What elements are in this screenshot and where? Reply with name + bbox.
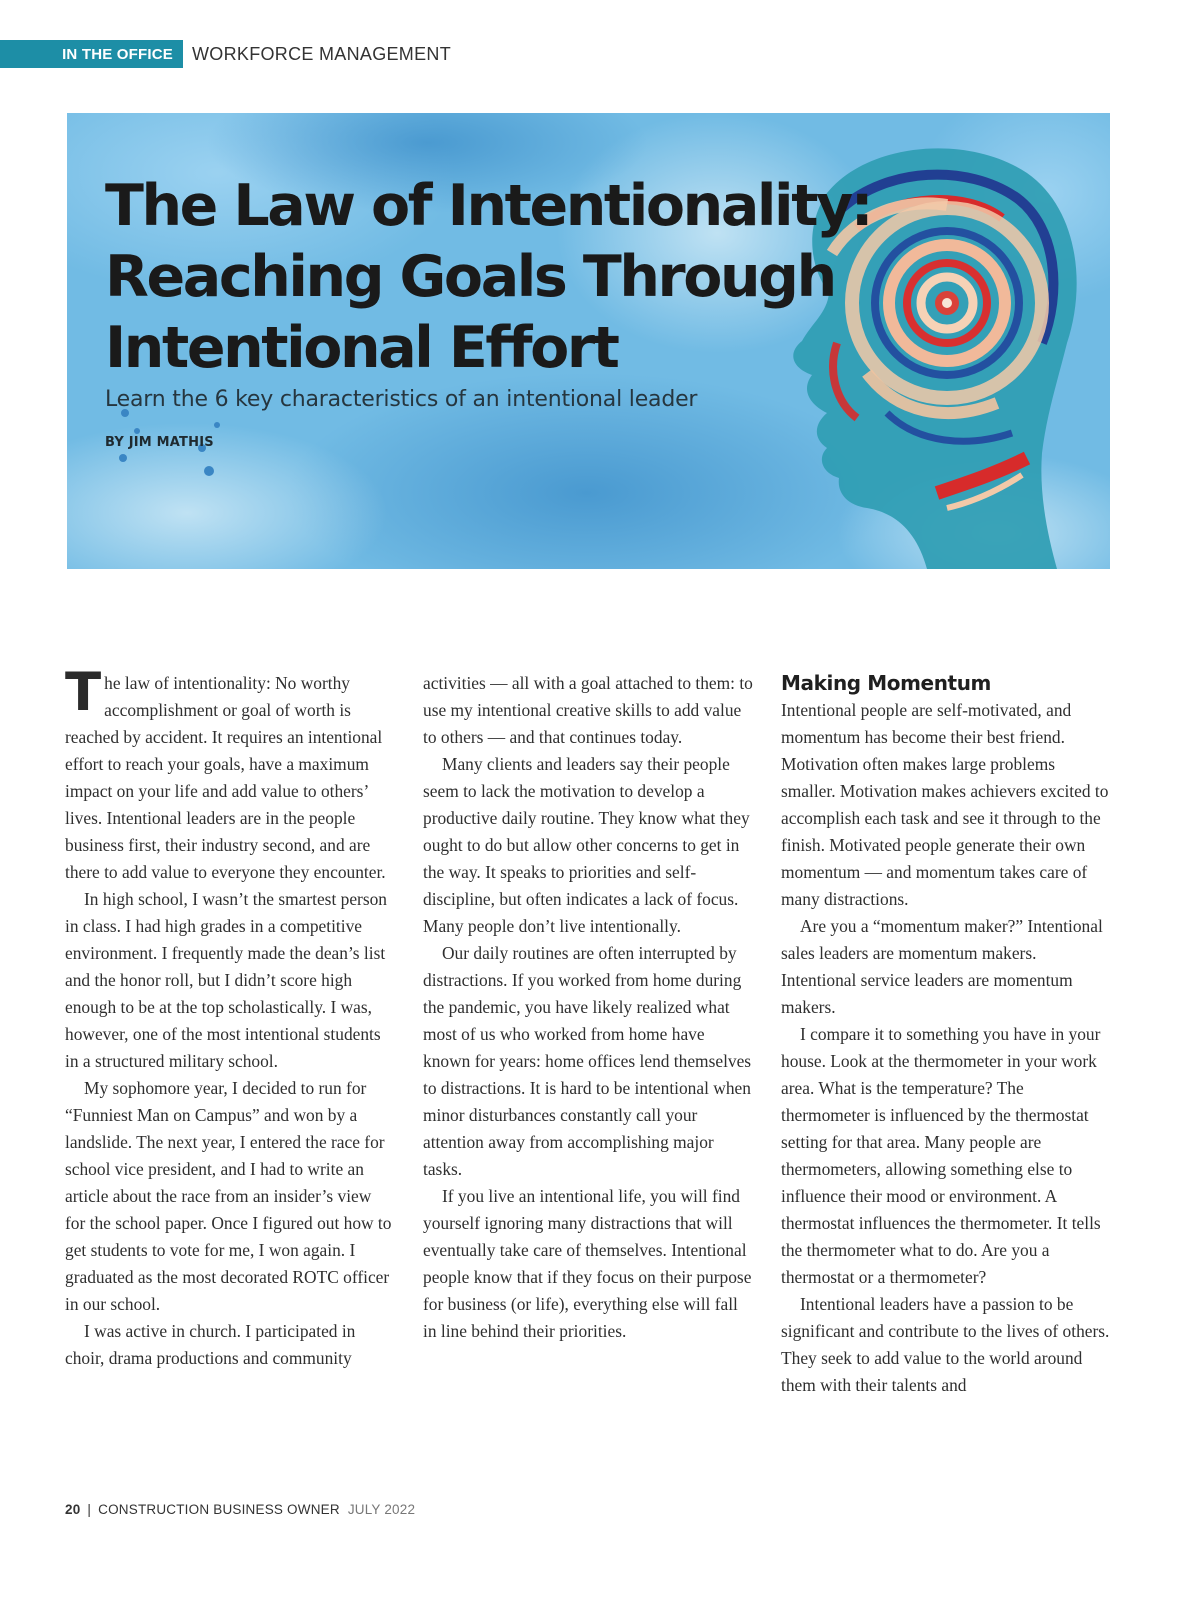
title-line-2: Reaching Goals Through [105,244,835,310]
body-column-2 [423,670,755,1345]
section-heading: Making Momentum [781,671,991,695]
paragraph: I was active in church. I participated in choir, drama productions and community [65,1321,356,1368]
paragraph: Intentional leaders have a passion to be significant and contribute to the lives of others. They seek to add value to the world around them with their talents and [781,1294,1110,1395]
paragraph: In high school, I wasn’t the smartest person in class. I had high grades in a competitive environment. I frequently made the dean’s list and the honor roll, but I didn’t score high enough to be at the top scholastically. I was, however, one of the most intentional students in a structured military school. [65,889,387,1071]
paragraph: I compare it to something you have in your house. Look at the thermometer in your work area. What is the temperature? The thermometer is influenced by the thermostat setting for that area. Many people are thermometers, allowing something else to influence their mood or environment. A thermostat influences the thermometer. It tells the thermometer what to do. Are you a thermostat or a thermometer? [781,1024,1101,1287]
body-column-1 [65,662,393,1372]
paragraph: My sophomore year, I decided to run for “Funniest Man on Campus” and won by a landslide. The next year, I entered the race for school vice president, and I had to write an article about the race from an insider’s view for the school paper. Once I figured out how to get students to vote for me, I won again. I graduated as the most decorated ROTC officer in our school. [65,1078,392,1314]
hero-banner [67,113,1110,569]
article-title [105,171,871,384]
body-column-3 [781,670,1113,1399]
title-line-1: The Law of Intentionality: [105,173,872,239]
paragraph: activities — all with a goal attached to them: to use my intentional creative skills to add value to others — and that continues today. [423,673,753,747]
paragraph: If you live an intentional life, you will find yourself ignoring many distractions that will eventually take care of themselves. Intentional people know that if they focus on their purpose for business (or life), everything else will fall in line behind their priorities. [423,1186,752,1341]
section-subsection: WORKFORCE MANAGEMENT [192,44,452,64]
byline: BY JIM MATHIS [105,435,214,450]
publication-name: CONSTRUCTION BUSINESS OWNER [98,1502,340,1517]
article-subtitle: Learn the 6 key characteristics of an intentional leader [105,387,698,412]
title-line-3: Intentional Effort [105,315,618,381]
paragraph: Our daily routines are often interrupted by distractions. If you worked from home during the pandemic, you have likely realized what most of us who worked from home have known for years: home offices lend themselves to distractions. It is hard to be intentional when minor disturbances constantly call your attention away from accomplishing major tasks. [423,943,752,1179]
page-number: 20 [65,1502,81,1517]
paragraph-text: he law of intentionality: No worthy accomplishment or goal of worth is reached by accident. It requires an intentional effort to reach your goals, have a maximum impact on your life and add value to others’ lives. Intentional leaders are in the people business first, their industry second, and are there to add value to everyone they encounter. [65,673,386,882]
page-footer [65,1502,415,1517]
paragraph: Many clients and leaders say their people seem to lack the motivation to develop a productive daily routine. They know what they ought to do but allow other concerns to get in the way. It speaks to priorities and self-discipline, but often indicates a lack of focus. Many people don’t live intentionally. [423,754,750,936]
paragraph: Intentional people are self-motivated, and momentum has become their best friend. Motivation often makes large problems smaller. Motivation makes achievers excited to accomplish each task and see it through to the finish. Motivated people generate their own momentum — and momentum takes care of many distractions. [781,700,1109,909]
section-tag-label: IN THE OFFICE [62,45,173,63]
paragraph: Are you a “momentum maker?” Intentional sales leaders are momentum makers. Intentional service leaders are momentum makers. [781,916,1103,1017]
paragraph [65,662,393,886]
drop-cap: T [65,662,102,723]
footer-separator: | [87,1502,92,1517]
section-tag [0,40,183,68]
issue-date: JULY 2022 [347,1502,416,1517]
